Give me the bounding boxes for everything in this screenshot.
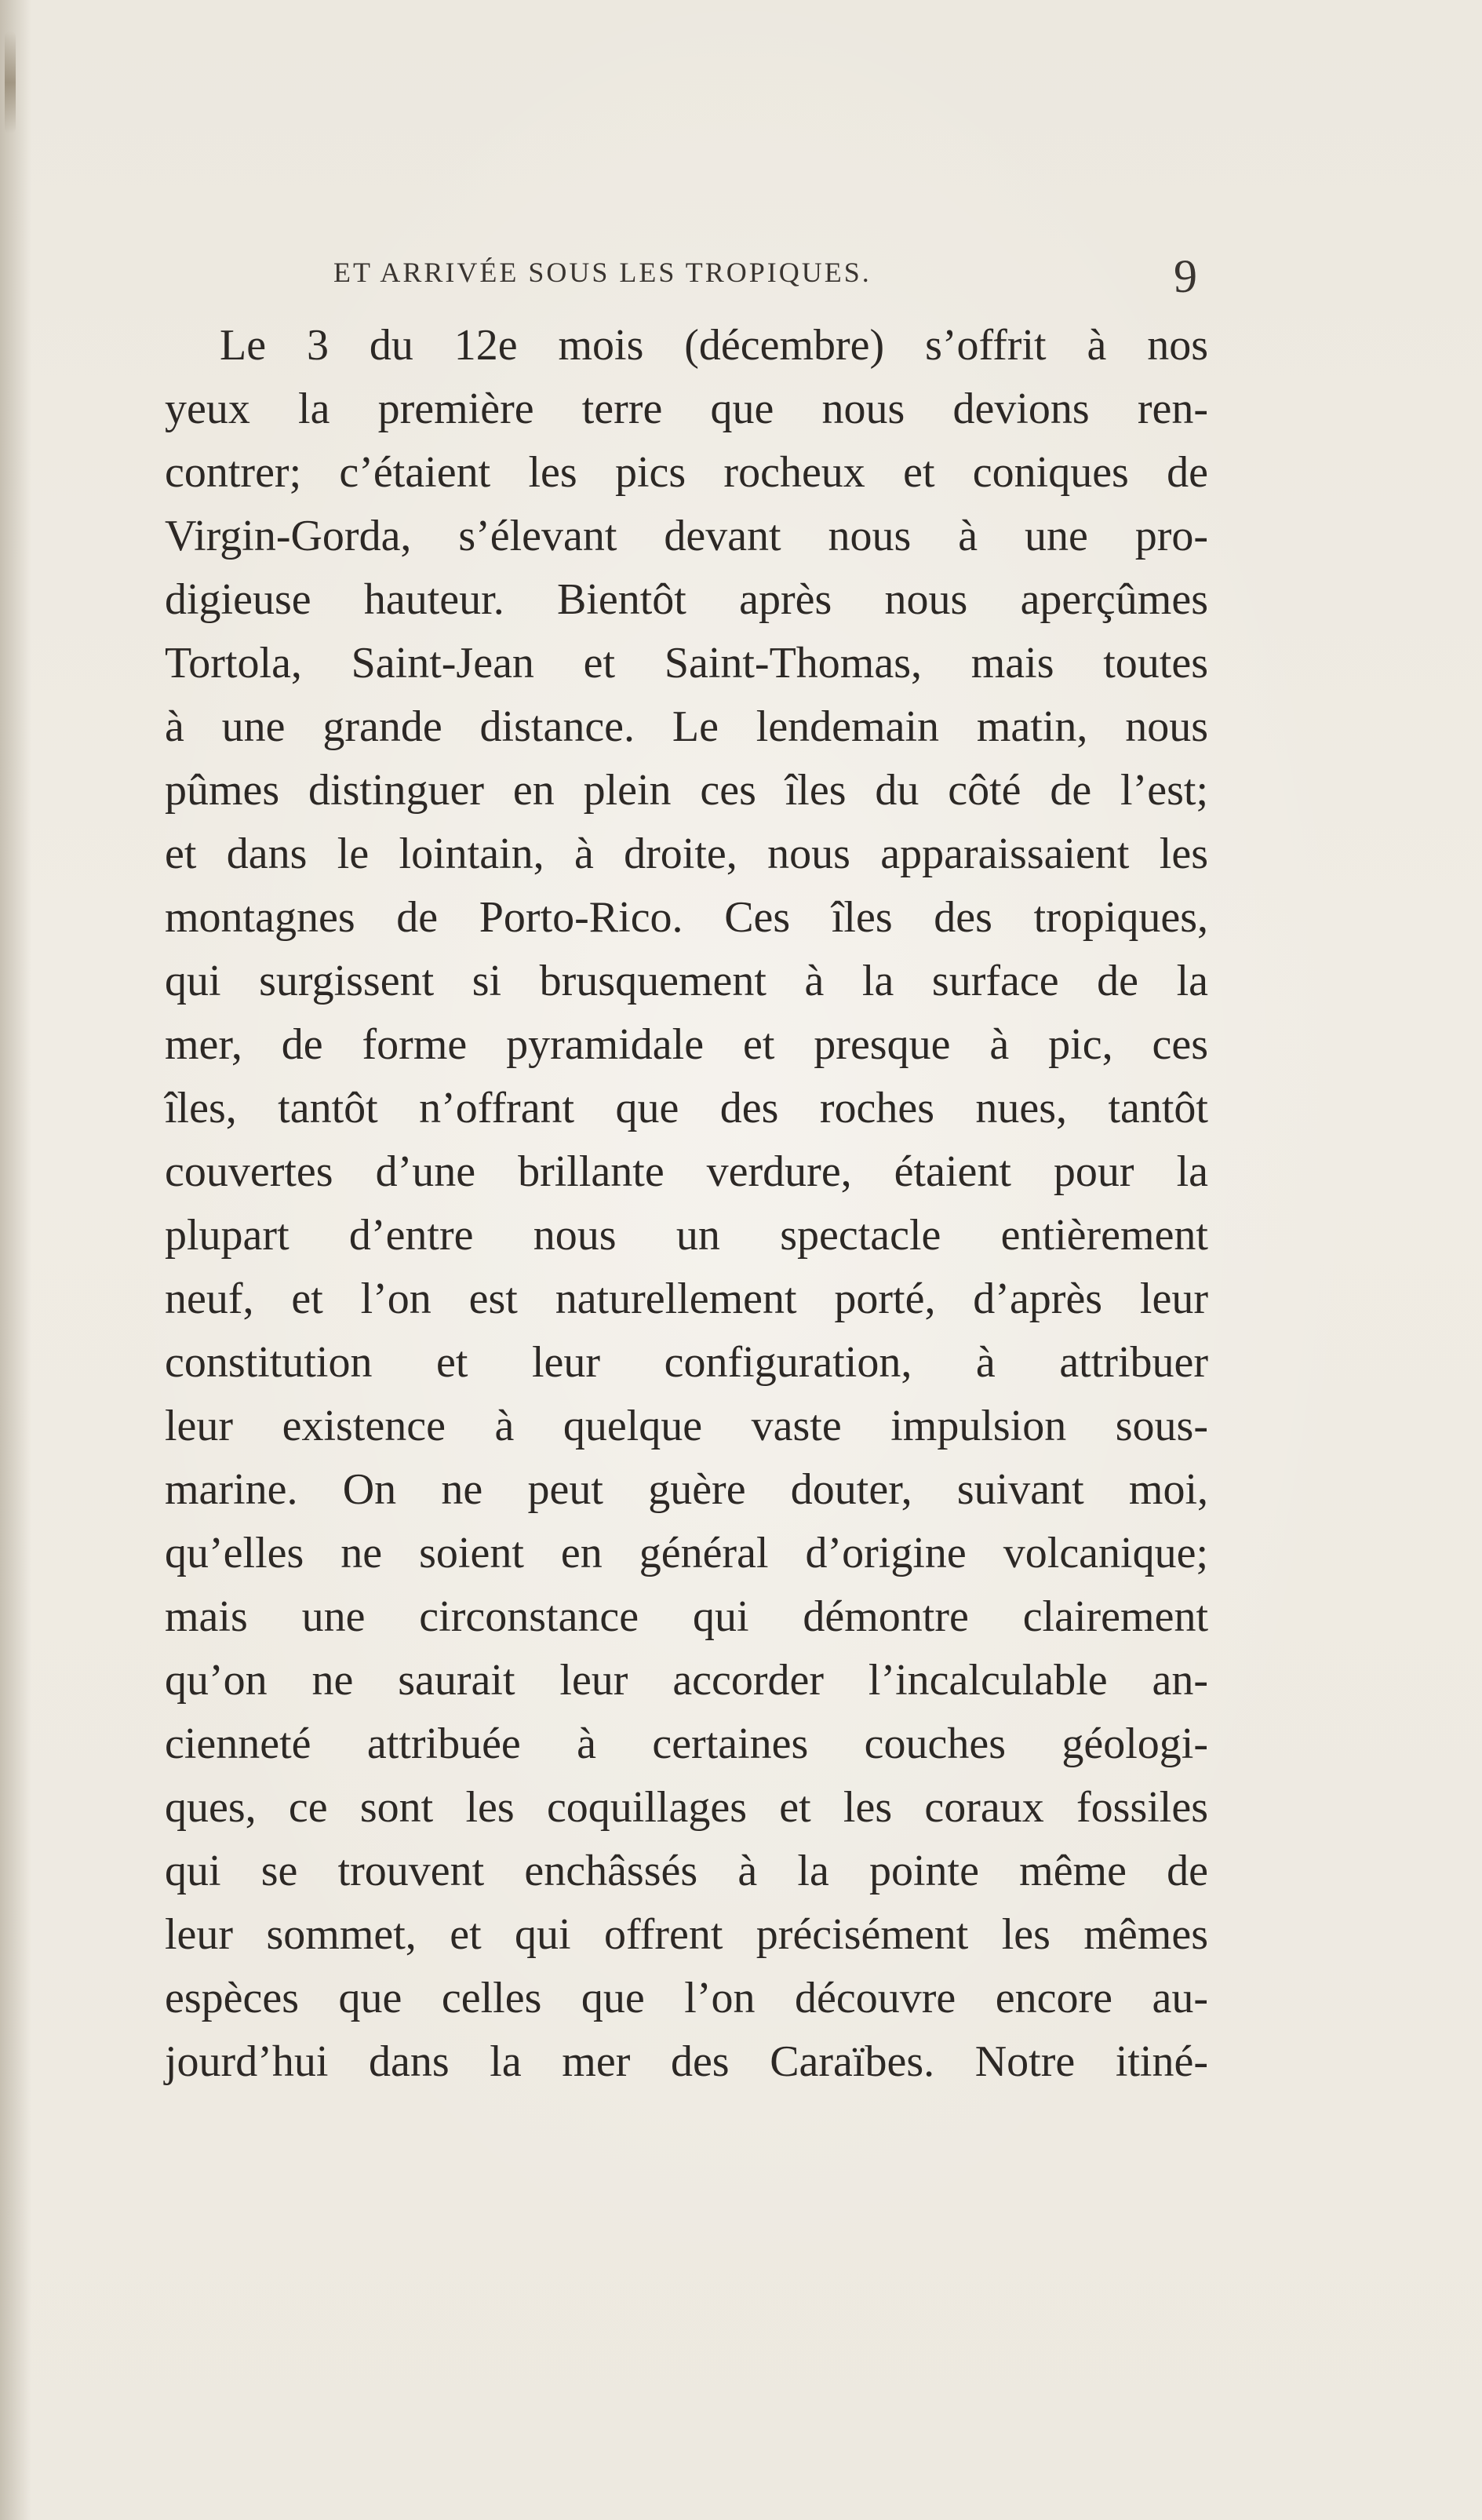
text-line: pûmes distinguer en plein ces îles du côté de l’est;	[165, 766, 1208, 815]
text-line: plupart d’entre nous un spectacle entièrement	[165, 1211, 1208, 1260]
text-line: digieuse hauteur. Bientôt après nous aperçûmes	[165, 575, 1208, 624]
text-line: Virgin-Gorda, s’élevant devant nous à une pro-	[165, 512, 1208, 560]
page-number: 9	[1174, 250, 1197, 302]
text-line: montagnes de Porto-Rico. Ces îles des tropiques,	[165, 893, 1208, 942]
body-text	[165, 314, 1208, 2094]
text-line: yeux la première terre que nous devions ren-	[165, 385, 1208, 433]
text-line: qu’on ne saurait leur accorder l’incalculable an-	[165, 1656, 1208, 1705]
page-edge-stain	[5, 31, 16, 133]
text-line: cienneté attribuée à certaines couches géologi-	[165, 1720, 1208, 1768]
text-line: à une grande distance. Le lendemain matin, nous	[165, 702, 1208, 751]
text-line: qui se trouvent enchâssés à la pointe même de	[165, 1847, 1208, 1895]
text-line: jourd’hui dans la mer des Caraïbes. Notre itiné-	[165, 2037, 1208, 2086]
text-line: et dans le lointain, à droite, nous apparaissaient les	[165, 830, 1208, 878]
text-line: leur existence à quelque vaste impulsion sous-	[165, 1402, 1208, 1450]
running-head-title: ET ARRIVÉE SOUS LES TROPIQUES.	[333, 257, 872, 288]
text-line: îles, tantôt n’offrant que des roches nues, tantôt	[165, 1084, 1208, 1132]
text-line: neuf, et l’on est naturellement porté, d’après leur	[165, 1275, 1208, 1323]
text-line: leur sommet, et qui offrent précisément les mêmes	[165, 1910, 1208, 1959]
text-line: couvertes d’une brillante verdure, étaient pour la	[165, 1147, 1208, 1196]
text-line: contrer; c’étaient les pics rocheux et coniques de	[165, 448, 1208, 497]
text-line: mer, de forme pyramidale et presque à pic, ces	[165, 1020, 1208, 1069]
text-line: mais une circonstance qui démontre clairement	[165, 1592, 1208, 1641]
text-line: constitution et leur configuration, à attribuer	[165, 1338, 1208, 1387]
text-line: qui surgissent si brusquement à la surface de la	[165, 957, 1208, 1005]
running-head	[0, 250, 1482, 312]
page-gutter-shadow	[0, 0, 31, 2520]
text-line: Le 3 du 12e mois (décembre) s’offrit à nos	[220, 321, 1208, 370]
text-line: ques, ce sont les coquillages et les coraux fossiles	[165, 1783, 1208, 1832]
text-line: qu’elles ne soient en général d’origine volcanique;	[165, 1529, 1208, 1577]
text-line: espèces que celles que l’on découvre encore au-	[165, 1974, 1208, 2022]
text-line: marine. On ne peut guère douter, suivant moi,	[165, 1465, 1208, 1514]
text-line: Tortola, Saint-Jean et Saint-Thomas, mais toutes	[165, 639, 1208, 687]
